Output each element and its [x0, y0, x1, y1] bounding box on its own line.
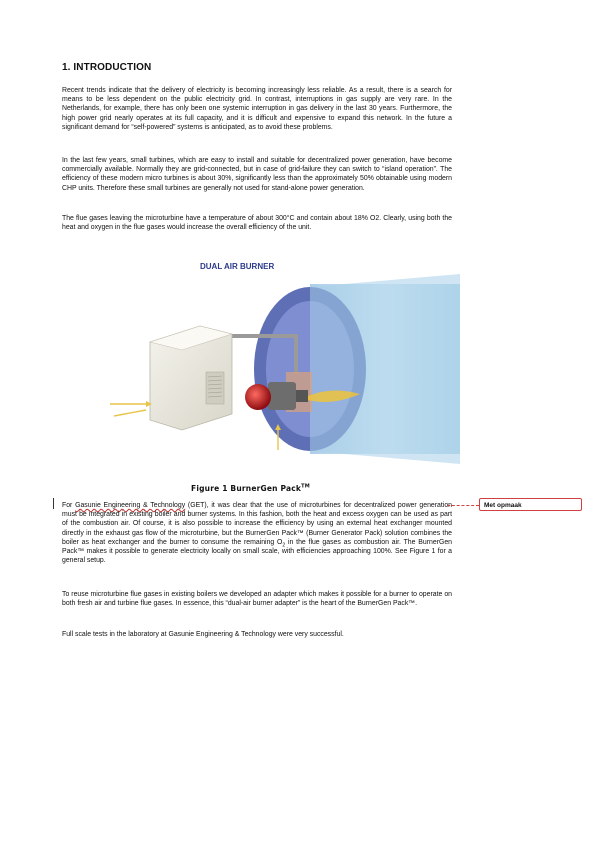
- paragraph-tests: Full scale tests in the laboratory at Gasunie Engineering & Technology were very successful.: [62, 631, 344, 638]
- figure-caption: [191, 484, 310, 493]
- paragraph-get-prefix: For: [62, 502, 76, 509]
- section-heading: 1. INTRODUCTION: [62, 62, 152, 73]
- formatting-comment-balloon[interactable]: Met opmaak: [479, 498, 582, 511]
- paragraph-adapter: To reuse microturbine flue gases in existing boilers we developed an adapter which makes it possible for a burner to operate on both fresh air and turbine flue gases. In essence, this “dual-air burner adapter” is the heart of the BurnerGen Pack™.: [62, 591, 452, 608]
- paragraph-get-main: (GET), it was clear that the use of microturbines for decentralized power generation must be integrated in existing boiler and burner systems. In this fashion, both the heat and excess oxygen can be used as part of the combustion air. Of course, it is also possible to increase the efficiency by using an external heat exchanger mounted directly in the exhaust gas flow of the microturbine, but the BurnerGen Pack™ (Burner Generator Pack) solution combines the boiler as heat exchanger and the burner to consume the remaining O: [62, 502, 452, 546]
- figure-caption-trademark: TM: [301, 483, 310, 490]
- paragraph-get-end: in the flue gases as combustion air. The BurnerGen Pack™ makes it possible to generate electricity locally on small scale, with efficiencies approaching 100%. See Figure 1 for a general setup.: [62, 538, 452, 565]
- dual-air-burner-figure: [110, 254, 460, 474]
- microturbine-shape: [150, 326, 232, 430]
- boiler-shape: [254, 274, 460, 464]
- paragraph-flue-gases: The flue gases leaving the microturbine have a temperature of about 300°C and contain about 18% O2. Clearly, using both the heat and oxygen in the flue gases would increase the overall efficiency of the unit.: [62, 215, 452, 232]
- company-name-tracked[interactable]: Gasunie Engineering & Technology: [75, 502, 186, 509]
- paragraph-intro: Recent trends indicate that the delivery of electricity is becoming increasingly less reliable. As a result, there is a search for means to be less dependent on the public electricity grid. In contrast, interruptions in gas supply are very rare. In the Netherlands, for example, there has only been one systemic interruption in gas delivery in the last 30 years. Furthermore, the high power grid nearly operates at its full capacity, and it is difficult and expensive to expand this network. In the future a significant demand for “self-powered” systems is anticipated, as to avoid these problems.: [62, 87, 452, 131]
- text-cursor: [53, 498, 54, 509]
- paragraph-get: [62, 501, 452, 565]
- oxygen-subscript: 2: [282, 542, 286, 549]
- figure-caption-text: Figure 1 BurnerGen Pack: [191, 484, 302, 493]
- comment-connector: [447, 505, 479, 506]
- figure-label: DUAL AIR BURNER: [200, 262, 275, 271]
- paragraph-turbines: In the last few years, small turbines, which are easy to install and suitable for decentralized power generation, have become commercially available. Normally they are grid-connected, but in case of grid-failure they can switch to “island operation”. The efficiency of these modern micro turbines is about 30%, significantly less than the approximately 50% obtainable using modern CHP units. Therefore these small turbines are generally not used for stand-alone power generation.: [62, 157, 452, 192]
